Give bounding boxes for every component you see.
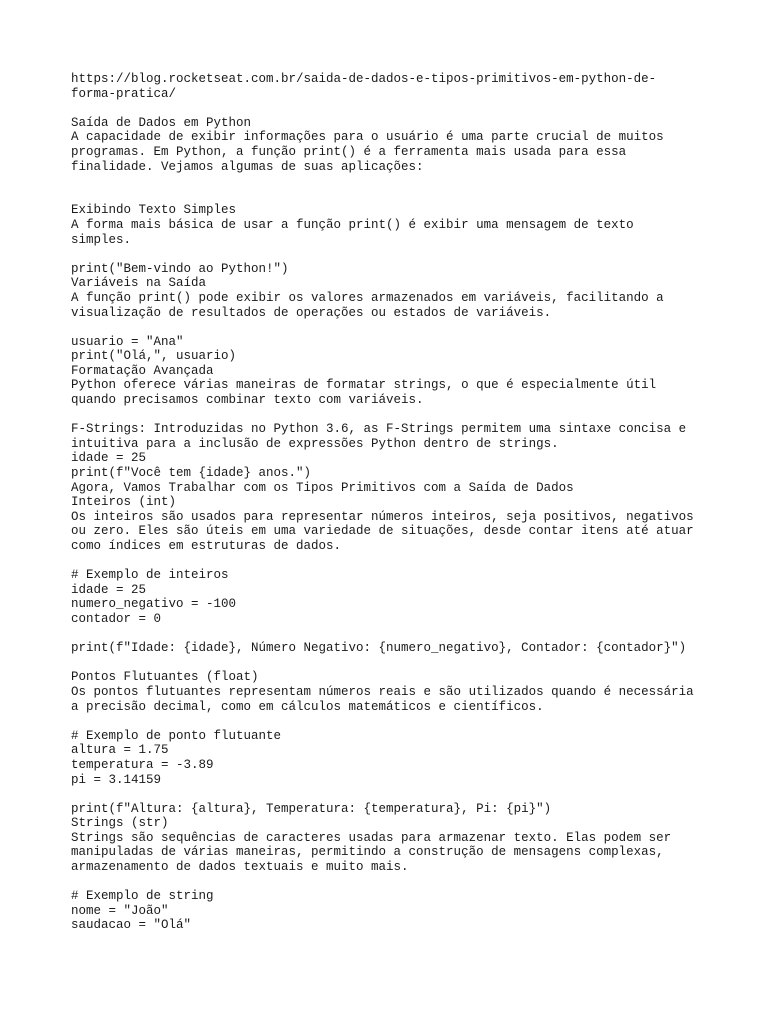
- text-line: print(f"Idade: {idade}, Número Negativo: {numero_negativo}, Contador: {contador}"): [71, 641, 687, 656]
- text-line: Formatação Avançada: [71, 363, 214, 378]
- text-line: # Exemplo de string: [71, 889, 214, 904]
- text-line: temperatura = -3.89: [71, 757, 214, 772]
- text-line: forma-pratica/: [71, 86, 177, 101]
- text-line: usuario = "Ana": [71, 334, 184, 349]
- text-line: A forma mais básica de usar a função print() é exibir uma mensagem de texto: [71, 217, 634, 232]
- text-line: saudacao = "Olá": [71, 918, 192, 933]
- text-line: a precisão decimal, como em cálculos matemáticos e científicos.: [71, 699, 544, 714]
- text-line: quando precisamos combinar texto com variáveis.: [71, 393, 424, 408]
- blank-line: [71, 320, 711, 335]
- text-line: Strings são sequências de caracteres usadas para armazenar texto. Elas podem ser: [71, 830, 672, 845]
- text-line: idade = 25: [71, 582, 147, 597]
- text-line: Variáveis na Saída: [71, 276, 207, 291]
- blank-line: [71, 408, 711, 423]
- text-line: print("Bem-vindo ao Python!"): [71, 261, 289, 276]
- text-line: armazenamento de dados textuais e muito mais.: [71, 860, 409, 875]
- text-line: visualização de resultados de operações ou estados de variáveis.: [71, 305, 552, 320]
- text-line: programas. Em Python, a função print() é a ferramenta mais usada para essa: [71, 144, 627, 159]
- text-line: Os inteiros são usados para representar números inteiros, seja positivos, negativos: [71, 509, 694, 524]
- text-line: finalidade. Vejamos algumas de suas aplicações:: [71, 159, 424, 174]
- text-line: Os pontos flutuantes representam números reais e são utilizados quando é necessária: [71, 684, 694, 699]
- blank-line: [71, 174, 711, 189]
- text-line: A capacidade de exibir informações para o usuário é uma parte crucial de muitos: [71, 130, 664, 145]
- text-line: ou zero. Eles são úteis em uma variedade de situações, desde contar itens até atuar: [71, 524, 694, 539]
- blank-line: [71, 627, 711, 642]
- text-line: numero_negativo = -100: [71, 597, 237, 612]
- text-line: F-Strings: Introduzidas no Python 3.6, as F-Strings permitem uma sintaxe concisa e: [71, 422, 687, 437]
- text-line: # Exemplo de ponto flutuante: [71, 728, 282, 743]
- blank-line: [71, 101, 711, 116]
- blank-line: [71, 787, 711, 802]
- text-line: Strings (str): [71, 816, 169, 831]
- text-line: Inteiros (int): [71, 495, 177, 510]
- text-line: A função print() pode exibir os valores armazenados em variáveis, facilitando a: [71, 290, 664, 305]
- text-line: https://blog.rocketseat.com.br/saida-de-dados-e-tipos-primitivos-em-python-de-: [71, 72, 657, 86]
- text-line: print(f"Altura: {altura}, Temperatura: {temperatura}, Pi: {pi}"): [71, 801, 552, 816]
- text-line: simples.: [71, 232, 132, 247]
- text-line: Agora, Vamos Trabalhar com os Tipos Primitivos com a Saída de Dados: [71, 480, 574, 495]
- text-line: Pontos Flutuantes (float): [71, 670, 259, 685]
- blank-line: [71, 714, 711, 729]
- text-line: print(f"Você tem {idade} anos."): [71, 466, 312, 481]
- text-line: idade = 25: [71, 451, 147, 466]
- text-line: nome = "João": [71, 903, 169, 918]
- document-page: [71, 72, 711, 933]
- text-line: contador = 0: [71, 611, 162, 626]
- blank-line: [71, 656, 711, 671]
- text-line: Saída de Dados em Python: [71, 115, 252, 130]
- text-line: pi = 3.14159: [71, 772, 162, 787]
- text-line: Python oferece várias maneiras de formatar strings, o que é especialmente útil: [71, 378, 657, 393]
- blank-line: [71, 875, 711, 890]
- blank-line: [71, 189, 711, 204]
- blank-line: [71, 247, 711, 262]
- text-line: print("Olá,", usuario): [71, 349, 237, 364]
- blank-line: [71, 554, 711, 569]
- text-line: manipuladas de várias maneiras, permitindo a construção de mensagens complexas,: [71, 845, 664, 860]
- text-line: Exibindo Texto Simples: [71, 203, 237, 218]
- text-line: intuitiva para a inclusão de expressões Python dentro de strings.: [71, 436, 559, 451]
- text-line: altura = 1.75: [71, 743, 169, 758]
- text-line: como índices em estruturas de dados.: [71, 539, 342, 553]
- text-line: # Exemplo de inteiros: [71, 568, 229, 583]
